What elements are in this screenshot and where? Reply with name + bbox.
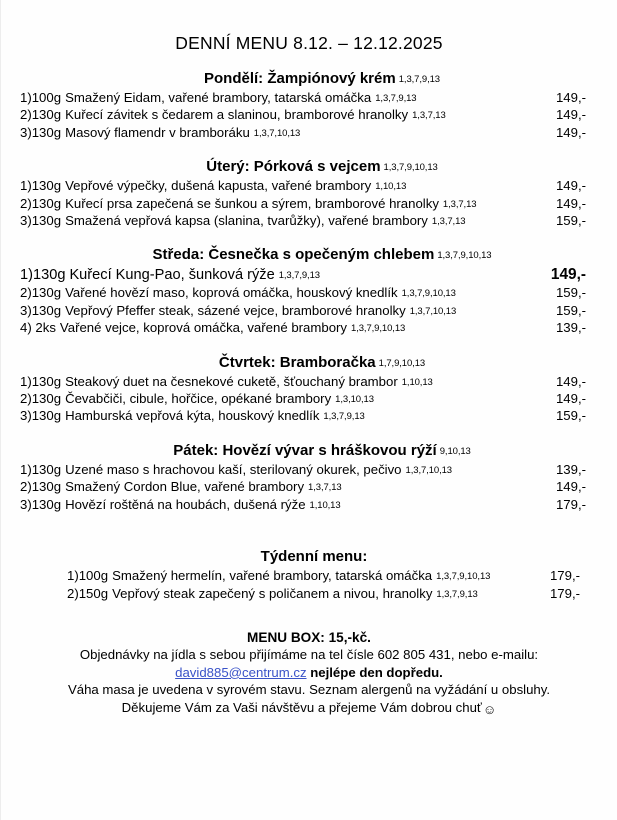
day-items [1,374,617,426]
menu-item-row [20,479,605,496]
day-section [1,442,617,514]
menu-item-price: 149,- [555,90,586,105]
menu-item-price: 149,- [555,479,586,495]
day-heading: Pondělí: Žampiónový krém 1,3,7,9,13 [204,70,440,87]
menu-item-description: Smažený Cordon Blue, vařené brambory 1,3,7,13 [65,479,342,495]
menu-item-row [20,320,605,337]
menu-item-row [20,90,605,107]
menu-item-row [20,125,605,142]
menu-item-row [67,568,605,585]
menu-item-row [20,196,605,213]
day-heading-allergens: 9,10,13 [439,445,471,457]
menu-item-number: 1)130g [20,267,66,284]
menu-item-row [20,266,605,285]
day-section [1,158,617,230]
menu-item-price: 149,- [555,124,586,140]
menu-item-allergens: 1,3,7,9,10,13 [351,323,406,335]
menu-item-allergens: 1,3,7,9,10,13 [401,288,456,300]
smiley-icon: ☺ [482,701,497,717]
menu-item-number: 2)130g [20,479,62,495]
menu-item-allergens: 1,10,13 [309,499,341,511]
day-section [1,70,617,142]
day-heading-allergens: 1,3,7,9,10,13 [383,162,438,174]
day-items [1,90,617,142]
day-heading: Úterý: Pórková s vejcem 1,3,7,9,10,13 [206,158,438,176]
menu-item-number: 1)100g [20,90,62,105]
menu-item-description: Uzené maso s hrachovou kaší, sterilovaný okurek, pečivo 1,3,7,10,13 [65,461,452,477]
menu-item-row [20,285,605,302]
menu-item-price: 149,- [555,178,586,194]
menu-item-allergens: 1,3,7,13 [442,198,477,210]
menu-item-price: 149,- [555,107,586,123]
day-heading-allergens: 1,3,7,9,13 [398,74,440,85]
menu-item-number: 3)130g [20,408,62,424]
day-heading: Pátek: Hovězí vývar s hráškovou rýží 9,10,13 [173,441,471,459]
menu-item-description: Hovězí roštěná na houbách, dušená rýže 1,10,13 [65,496,341,512]
weekly-menu-section [1,548,617,603]
day-heading: Čtvrtek: Bramboračka 1,7,9,10,13 [218,353,426,371]
menu-item-price: 159,- [555,302,586,318]
daily-menu-list [1,70,617,514]
menu-item-description: Smažený hermelín, vařené brambory, tatarská omáčka 1,3,7,9,10,13 [112,568,491,584]
menu-item-number: 1)130g [20,373,62,389]
menu-item-description: Smažená vepřová kapsa (slanina, tvarůžky), vařené brambory 1,3,7,13 [65,213,466,229]
menu-item-row [20,374,605,391]
menu-item-allergens: 1,3,7,13 [308,482,342,494]
menu-item-number: 1)130g [20,178,62,194]
weekly-menu-items [1,568,617,603]
menu-item-number: 1)130g [20,461,62,477]
day-items [1,462,617,514]
menu-item-number: 2)150g [67,585,109,601]
menu-item-description: Vepřový steak zapečený s poličanem a nivou, hranolky 1,3,7,9,13 [112,585,478,601]
menu-item-price: 139,- [555,320,586,336]
menu-item-allergens: 1,3,7,10,13 [409,305,457,317]
menu-item-allergens: 1,3,7,9,10,13 [436,571,491,583]
menu-item-row [20,303,605,320]
menu-item-allergens: 1,3,7,13 [431,216,466,228]
menu-item-price: 149,- [555,195,586,211]
menu-item-number: 2)130g [20,285,62,301]
menu-item-price: 139,- [555,461,586,477]
thanks-line [1,699,617,719]
day-items [1,178,617,230]
menu-item-row [67,586,605,603]
menu-item-description: Kuřecí prsa zapečená se šunkou a sýrem, bramborové hranolky 1,3,7,13 [65,195,477,211]
menu-item-allergens: 1,3,7,9,13 [375,93,417,104]
menu-item-number: 2)130g [20,391,62,407]
menu-item-description: Masový flamendr v bramboráku 1,3,7,10,13 [65,124,301,140]
menu-item-number: 3)130g [20,496,62,512]
menu-item-price: 159,- [555,213,586,229]
menu-item-allergens: 1,10,13 [375,181,407,193]
menu-item-number: 1)100g [67,568,109,584]
menu-item-description: Smažený Eidam, vařené brambory, tatarská omáčka 1,3,7,9,13 [65,90,417,105]
weight-allergen-note: Váha masa je uvedena v syrovém stavu. Seznam alergenů na vyžádání u obsluhy. [67,682,551,698]
day-section [1,354,617,426]
menu-item-number: 3)130g [20,124,62,140]
thanks-text: Děkujeme Vám za Vaši návštěvu a přejeme Vám dobrou chuť [121,699,482,715]
day-items [1,266,617,337]
menu-item-row [20,408,605,425]
menu-item-number: 2)130g [20,107,62,123]
menu-item-allergens: 1,10,13 [401,376,433,388]
menu-item-description: Vepřové výpečky, dušená kapusta, vařené brambory 1,10,13 [65,178,407,194]
menu-item-row [20,178,605,195]
menu-item-allergens: 1,3,10,13 [335,394,374,406]
menu-item-description: Vařené hovězí maso, koprová omáčka, houskový knedlík 1,3,7,9,10,13 [65,285,456,301]
menu-item-number: 4) 2ks [20,320,56,336]
menu-item-allergens: 1,3,7,10,13 [253,127,301,139]
menu-box-price: MENU BOX: 15,-kč. [247,629,371,645]
menu-item-allergens: 1,3,7,13 [412,110,446,122]
menu-item-price: 179,- [549,568,580,584]
menu-item-allergens: 1,3,7,9,13 [278,270,320,282]
day-heading-allergens: 1,7,9,10,13 [378,357,426,369]
orders-info: Objednávky na jídla s sebou přijímáme na tel čísle 602 805 431, nebo e-mailu: [79,647,539,663]
menu-item-number: 3)130g [20,302,62,318]
menu-item-row [20,497,605,514]
menu-item-description: Čevabčiči, cibule, hořčice, opékané brambory 1,3,10,13 [65,391,374,407]
menu-item-price: 159,- [555,285,586,301]
menu-item-row [20,107,605,124]
menu-item-row [20,391,605,408]
menu-item-price: 149,- [550,266,586,284]
menu-item-description: Kuřecí závitek s čedarem a slaninou, bramborové hranolky 1,3,7,13 [65,107,446,123]
menu-item-description: Vařené vejce, koprová omáčka, vařené brambory 1,3,7,9,10,13 [59,320,406,336]
menu-item-price: 149,- [555,373,586,389]
menu-item-price: 179,- [555,496,586,512]
footer [1,629,617,719]
menu-item-number: 2)130g [20,195,62,211]
day-heading: Středa: Česnečka s opečeným chlebem 1,3,7,9,10,13 [152,246,492,264]
page-title: DENNÍ MENU 8.12. – 12.12.2025 [175,33,443,53]
menu-item-row [20,462,605,479]
menu-item-allergens: 1,3,7,9,13 [436,588,478,600]
menu-item-row [20,213,605,230]
menu-item-description: Hamburská vepřová kýta, houskový knedlík 1,3,7,9,13 [65,408,365,424]
menu-item-price: 159,- [555,408,586,424]
menu-item-allergens: 1,3,7,10,13 [405,464,452,476]
day-heading-allergens: 1,3,7,9,10,13 [437,250,492,262]
menu-item-description: Steakový duet na česnekové cuketě, šťouchaný brambor 1,10,13 [65,373,433,389]
day-section [1,246,617,337]
email-line [1,664,617,682]
menu-item-price: 179,- [549,585,580,601]
email-link[interactable]: david885@centrum.cz [175,664,307,680]
weekly-menu-heading: Týdenní menu: [260,548,368,566]
menu-item-price: 149,- [555,391,586,407]
menu-item-allergens: 1,3,7,9,13 [323,411,365,423]
menu-item-description: Kuřecí Kung-Pao, šunková rýže 1,3,7,9,13 [69,267,320,284]
menu-item-number: 3)130g [20,213,62,229]
email-suffix-note: nejlépe den dopředu. [310,664,443,680]
menu-item-description: Vepřový Pfeffer steak, sázené vejce, bramborové hranolky 1,3,7,10,13 [65,302,457,318]
